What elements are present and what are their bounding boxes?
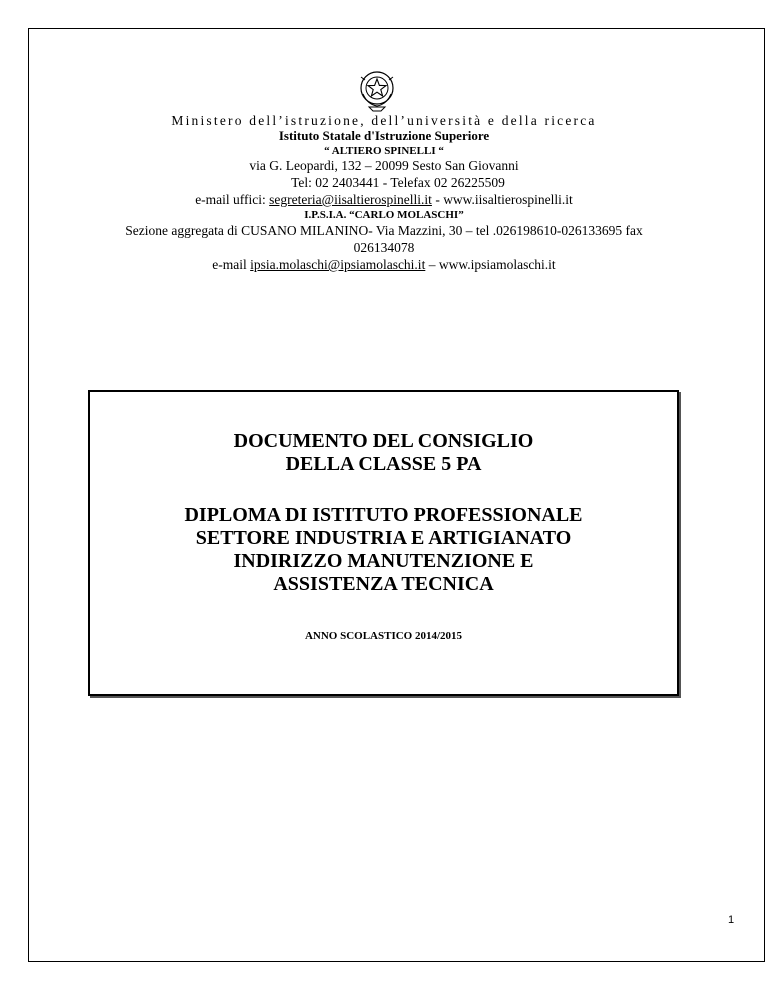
institute-name: “ ALTIERO SPINELLI “ [324,145,444,157]
section-address-line1: Sezione aggregata di CUSANO MILANINO- Via Mazzini, 30 – tel .026198610-026133695 fax [125,223,643,238]
section-separator: – [425,257,439,272]
institute-contact-line [0,193,768,207]
document-title-line-2: DELLA CLASSE 5 PA [285,453,482,475]
diploma-line-2: SETTORE INDUSTRIA E ARTIGIANATO [195,527,572,549]
institute-type: Istituto Statale d'Istruzione Superiore [278,128,490,143]
website-text: www.iisaltierospinelli.it [443,192,573,207]
section-email-label: e-mail [212,257,251,272]
section-contact-line [0,258,768,272]
institute-phone: Tel: 02 2403441 - Telefax 02 26225509 [291,175,505,190]
email-separator: - [431,192,444,207]
ministry-name: Ministero dell’istruzione, dell’università e della ricerca [171,113,597,128]
section-address-line2: 026134078 [353,240,415,255]
cover-title-box [88,390,679,696]
diploma-line-3: INDIRIZZO MANUTENZIONE E [233,550,534,572]
institute-address: via G. Leopardi, 132 – 20099 Sesto San Giovanni [249,158,519,173]
document-title-line-1: DOCUMENTO DEL CONSIGLIO [233,430,534,452]
section-name: I.P.S.I.A. “CARLO MOLASCHI” [304,209,464,221]
diploma-line-4: ASSISTENZA TECNICA [273,573,494,595]
email-label: e-mail uffici: [195,192,270,207]
school-year: ANNO SCOLASTICO 2014/2015 [304,630,463,642]
page-number: 1 [728,914,735,926]
diploma-line-1: DIPLOMA DI ISTITUTO PROFESSIONALE [184,504,583,526]
email-link[interactable]: segreteria@iisaltierospinelli.it [269,192,432,207]
italian-republic-emblem-icon [357,68,397,112]
section-email-link[interactable]: ipsia.molaschi@ipsiamolaschi.it [250,257,426,272]
section-website-text: www.ipsiamolaschi.it [438,257,556,272]
